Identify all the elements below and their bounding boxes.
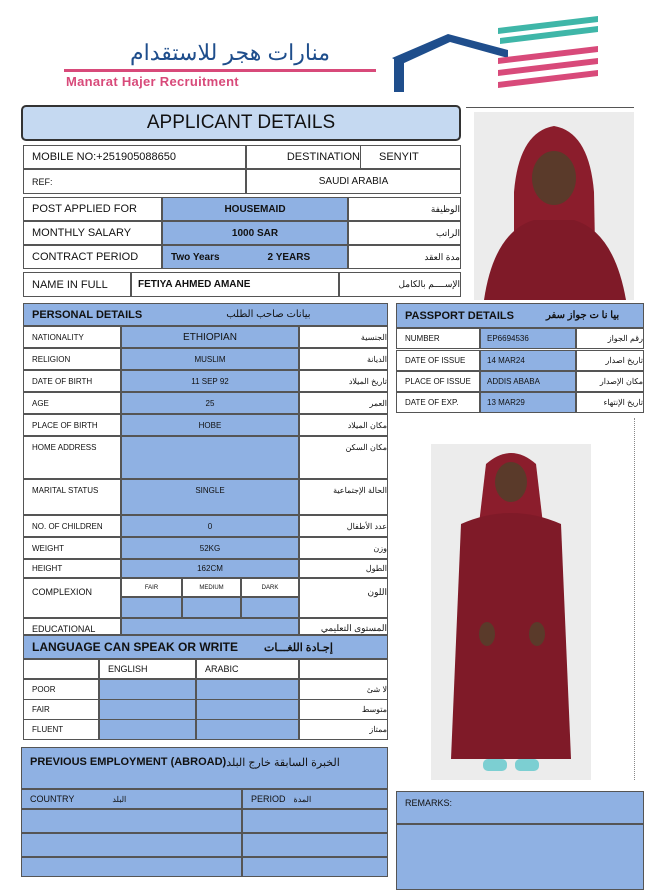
person-full-body-icon [431,444,591,780]
language-header-ar: إجـادة اللغـــات [264,641,333,654]
photo-top-line [466,107,634,108]
personal-row-ar: تاريخ الميلاد [299,370,388,392]
complexion-dark-label: DARK [261,584,279,591]
passport-row-label: NUMBER [396,328,480,349]
complexion-fair [121,578,182,597]
personal-row-ar: مكان الميلاد [299,414,388,436]
language-english-cell [99,719,196,740]
employment-row [242,857,388,877]
salary-ar: الراتب [348,221,461,245]
complexion-ar: اللون [299,578,388,618]
employment-header-label: PREVIOUS EMPLOYMENT (ABROAD) [30,756,227,768]
personal-row-ar: الطول [299,559,388,578]
language-row-label: POOR [23,679,99,700]
contract-value-1: Two Years [171,251,220,263]
full-body-photo [431,444,591,780]
personal-row-value: 162CM [121,559,299,578]
language-row-label: FLUENT [23,719,99,740]
personal-row-ar: وزن [299,537,388,559]
logo-wall [394,58,404,92]
passport-row-value: ADDIS ABABA [480,371,576,392]
mobile-number: MOBILE NO:+251905088650 [23,145,246,169]
personal-row-label: HEIGHT [23,559,121,578]
personal-row-label: DATE OF BIRTH [23,370,121,392]
personal-row-ar: عدد الأطفال [299,515,388,537]
complexion-fair-box [121,597,182,618]
employment-row [21,857,242,877]
language-row-label: FAIR [23,699,99,720]
personal-row-label: HOME ADDRESS [23,436,121,479]
complexion-medium-box [182,597,241,618]
personal-row-value: 52KG [121,537,299,559]
logo-roof [392,34,508,64]
employment-row [21,833,242,857]
personal-row-ar: العمر [299,392,388,414]
logo-underline [64,69,376,72]
passport-photo [474,112,634,300]
page-title: APPLICANT DETAILS [21,105,461,141]
education-value [121,618,299,635]
passport-row-ar: مكان الإصدار [576,371,644,392]
employment-row [21,809,242,833]
language-col-arabic: ARABIC [196,659,299,679]
passport-row-ar: تاريخ الإنتهاء [576,392,644,413]
complexion-medium [182,578,241,597]
personal-row-ar: الديانة [299,348,388,370]
personal-row-value: HOBE [121,414,299,436]
personal-row-value: 25 [121,392,299,414]
personal-row-value: SINGLE [121,479,299,515]
language-col-english: ENGLISH [99,659,196,679]
personal-row-label: MARITAL STATUS [23,479,121,515]
personal-row-value: 0 [121,515,299,537]
employment-header [21,747,388,789]
language-english-cell [99,679,196,700]
education-ar: المستوى التعليمي [299,618,388,635]
personal-header [23,303,388,326]
personal-row-label: NO. OF CHILDREN [23,515,121,537]
language-arabic-cell [196,699,299,720]
salary-label: MONTHLY SALARY [23,221,162,245]
personal-row-value: 11 SEP 92 [121,370,299,392]
language-header-label: LANGUAGE CAN SPEAK OR WRITE [32,640,239,654]
passport-row-value: 14 MAR24 [480,350,576,371]
passport-row-value: EP6694536 [480,328,576,349]
employment-row [242,809,388,833]
passport-row-label: DATE OF ISSUE [396,350,480,371]
employment-country-label: COUNTRY [30,794,75,804]
post-label: POST APPLIED FOR [23,197,162,221]
language-ar-corner [299,659,388,679]
language-row-ar: لا شئ [299,679,388,700]
name-label: NAME IN FULL [23,272,131,297]
passport-row-ar: رقم الجواز [576,328,644,349]
post-ar: الوظيفة [348,197,461,221]
contract-ar: مدة العقد [348,245,461,269]
passport-header-ar: بيا نا ت جواز سفر [546,310,620,321]
personal-row-ar: مكان السكن [299,436,388,479]
passport-row-value: 13 MAR29 [480,392,576,413]
personal-row-label: AGE [23,392,121,414]
remarks-label: REMARKS: [396,791,644,824]
destination-value: SENYIT [361,145,461,169]
logo-english: Manarat Hajer Recruitment [66,74,239,89]
contract-label: CONTRACT PERIOD [23,245,162,269]
passport-header [396,303,644,328]
passport-row-label: PLACE OF ISSUE [396,371,480,392]
language-corner [23,659,99,679]
passport-header-label: PASSPORT DETAILS [405,309,514,322]
employment-country-ar: البلد [112,794,127,804]
personal-header-ar: بيانات صاحب الطلب [226,309,311,320]
personal-row-value: ETHIOPIAN [121,326,299,348]
employment-period-ar: المدة [293,794,312,804]
post-value: HOUSEMAID [162,197,348,221]
education-label: EDUCATIONAL [23,618,121,635]
destination-label: DESTINATION [246,145,361,169]
language-english-cell [99,699,196,720]
personal-row-label: PLACE OF BIRTH [23,414,121,436]
complexion-medium-label: MEDIUM [199,584,224,591]
complexion-dark [241,578,299,597]
employment-col-period [242,789,388,809]
employment-period-label: PERIOD [251,794,286,804]
name-value: FETIYA AHMED AMANE [131,272,339,297]
personal-row-ar: الحالة الإجتماعية [299,479,388,515]
personal-row-label: WEIGHT [23,537,121,559]
country-value: SAUDI ARABIA [246,169,461,194]
logo-arabic: منارات هجر للاستقدام [129,40,331,65]
passport-row-ar: تاريخ اصدار [576,350,644,371]
language-row-ar: متوسط [299,699,388,720]
language-arabic-cell [196,679,299,700]
employment-row [242,833,388,857]
personal-row-ar: الجنسية [299,326,388,348]
personal-header-label: PERSONAL DETAILS [32,308,143,321]
contract-value-2: 2 YEARS [267,251,311,263]
passport-row-label: DATE OF EXP. [396,392,480,413]
employment-header-ar: الخبرة السابقة خارج البلد [226,757,340,769]
contract-value [162,245,348,269]
language-header [23,635,388,659]
logo-house-icon [388,8,602,96]
salary-value: 1000 SAR [162,221,348,245]
personal-row-label: NATIONALITY [23,326,121,348]
name-ar: الإســــم بالكامل [339,272,461,297]
ref-label: REF: [23,169,246,194]
complexion-dark-box [241,597,299,618]
employment-col-country [21,789,242,809]
personal-row-value: MUSLIM [121,348,299,370]
language-arabic-cell [196,719,299,740]
personal-row-value [121,436,299,479]
language-row-ar: ممتاز [299,719,388,740]
personal-row-label: RELIGION [23,348,121,370]
person-headshot-icon [474,112,634,300]
complexion-fair-label: FAIR [144,584,159,591]
remarks-box [396,824,644,890]
complexion-label: COMPLEXION [23,578,121,618]
photo-side-dots [634,418,635,780]
